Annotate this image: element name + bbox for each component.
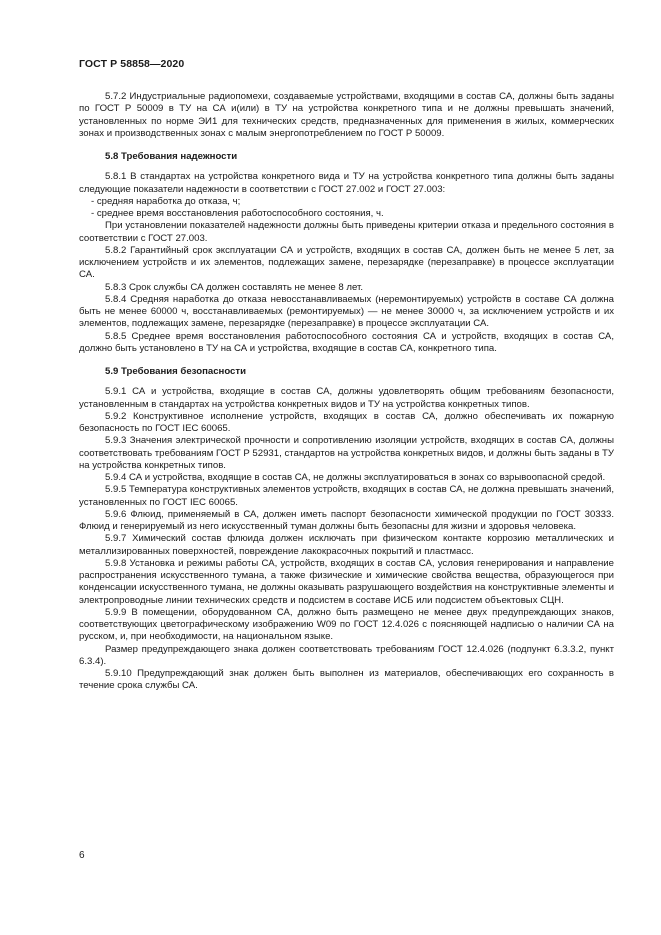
list-item: - среднее время восстановления работоспособного состояния, ч.: [91, 208, 384, 219]
clause-5-9-9-note: Размер предупреждающего знака должен соответствовать требованиям ГОСТ 12.4.026 (подпункт 6.3.3.2, пункт 6.3.4).: [79, 643, 614, 667]
clause-5-8-2: 5.8.2 Гарантийный срок эксплуатации СА и устройств, входящих в состав СА, должен быть не менее 5 лет, за исключением устройств и их элементов, подлежащих замене, перезарядке (перезаправке) в процессе эксплуатации СА.: [79, 244, 614, 281]
clause-5-9-8: 5.9.8 Установка и режимы работы СА, устройств, входящих в состав СА, условия генерирования и направление распространения искусственного тумана, а также физические и химические свойства вещества, образующегося при конденсации искусственного тумана, не должны оказывать разрушающего воздействия на конструктивные элементы и электропроводные линии технических средств и подсистем в составе ИСБ или подсистем объектовых СЦН.: [79, 557, 614, 606]
document-body: [79, 91, 614, 693]
document-code: ГОСТ Р 58858—2020: [79, 58, 185, 70]
clause-5-9-4: 5.9.4 СА и устройства, входящие в состав СА, не должны эксплуатироваться в зонах со взрывоопасной средой.: [105, 472, 606, 483]
clause-5-9-10: 5.9.10 Предупреждающий знак должен быть выполнен из материалов, обеспечивающих его сохранность в течение срока службы СА.: [79, 668, 614, 692]
clause-5-8-5: 5.8.5 Среднее время восстановления работоспособного состояния СА и устройств, входящих в состав СА, должно быть установлено в ТУ на СА и устройства, входящие в состав СА, конкретного типа.: [79, 330, 614, 354]
clause-5-9-6: 5.9.6 Флюид, применяемый в СА, должен иметь паспорт безопасности химической продукции по ГОСТ 30333. Флюид и генерируемый из него искусственный туман должны быть безопасны для жизни и здоровья человека.: [79, 508, 614, 532]
clause-5-9-5: 5.9.5 Температура конструктивных элементов устройств, входящих в состав СА, не должна превышать значений, установленных по ГОСТ IEC 60065.: [79, 484, 614, 508]
clause-5-9-9: 5.9.9 В помещении, оборудованном СА, должно быть размещено не менее двух предупреждающих знаков, соответствующих цветографическому изображению W09 по ГОСТ 12.4.026 с поясняющей надписью о наличии СА на русском, и, при необходимости, на национальном языке.: [79, 606, 614, 643]
clause-5-8-1: 5.8.1 В стандартах на устройства конкретного вида и ТУ на устройства конкретного типа должны быть заданы следующие показатели надежности в соответствии с ГОСТ 27.002 и ГОСТ 27.003:: [79, 171, 614, 195]
clause-5-9-1: 5.9.1 СА и устройства, входящие в состав СА, должны удовлетворять общим требованиям безопасности, установленным в стандартах на устройства конкретных видов и ТУ на устройства конкретных типов.: [79, 386, 614, 410]
clause-5-8-1-note: При установлении показателей надежности должны быть приведены критерии отказа и предельного состояния в соответствии с ГОСТ 27.003.: [79, 220, 614, 244]
clause-5-8-3: 5.8.3 Срок службы СА должен составлять не менее 8 лет.: [105, 281, 364, 293]
clause-5-8-4: 5.8.4 Средняя наработка до отказа невосстанавливаемых (неремонтируемых) устройств в составе СА должна быть не менее 60000 ч, восстанавливаемых (ремонтируемых) — не менее 30000 ч, за исключением устройств и их элементов, подлежащих замене, перезарядке (перезаправке) в процессе эксплуатации СА.: [79, 293, 614, 330]
clause-5-9-3: 5.9.3 Значения электрической прочности и сопротивлению изоляции устройств, входящих в состав СА, должны соответствовать требованиям ГОСТ Р 52931, стандартов на устройства конкретных видов, и должны быть заданы в ТУ на устройства конкретных типов.: [79, 435, 614, 471]
clause-5-9-7: 5.9.7 Химический состав флюида должен исключать при физическом контакте коррозию металлических и металлизированных поверхностей, повреждение лакокрасочных покрытий и пластмасс.: [79, 533, 614, 557]
clause-5-9-2: 5.9.2 Конструктивное исполнение устройств, входящих в состав СА, должно обеспечивать их пожарную безопасность по ГОСТ IEC 60065.: [79, 410, 614, 434]
clause-5-7-2: 5.7.2 Индустриальные радиопомехи, создаваемые устройствами, входящими в состав СА, должны быть заданы по ГОСТ Р 50009 в ТУ на СА и(или) в ТУ на устройства конкретного типа и не должны превышать значений, установленных по норме ЭИ1 для технических средств, предназначенных для применения в жилых, коммерческих зонах и производственных зонах с малым энергопотреблением по ГОСТ Р 50009.: [79, 91, 614, 139]
section-heading-5-9: 5.9 Требования безопасности: [105, 366, 246, 377]
page-number: 6: [79, 850, 85, 861]
list-item: - средняя наработка до отказа, ч;: [91, 195, 241, 207]
section-heading-5-8: 5.8 Требования надежности: [105, 151, 238, 162]
